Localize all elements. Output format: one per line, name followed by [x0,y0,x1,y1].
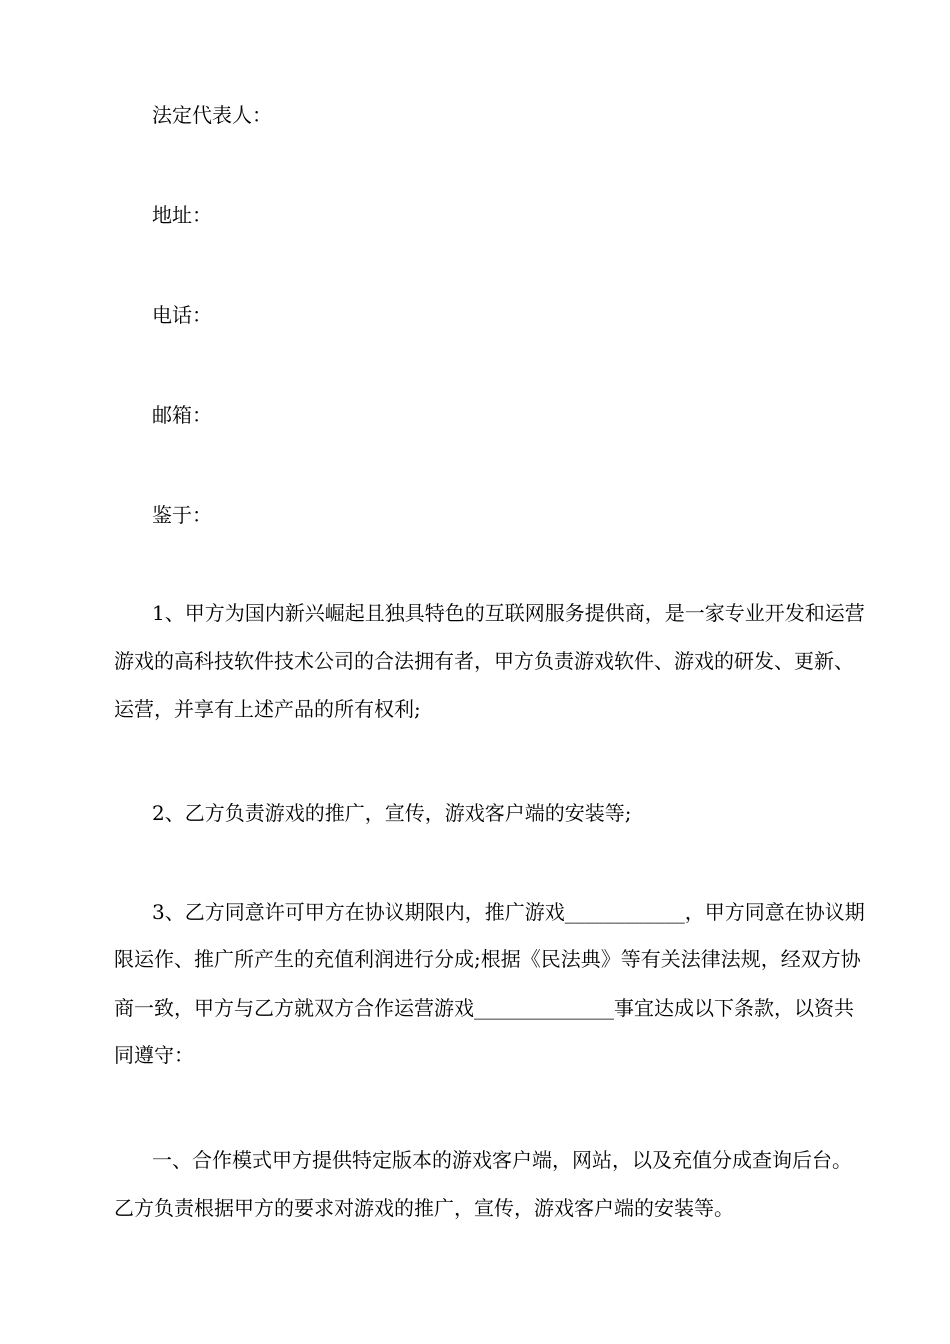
clause-1-line-1: 1、甲方为国内新兴崛起且独具特色的互联网服务提供商，是一家专业开发和运营 [152,601,865,625]
clause-2-line-1: 2、乙方负责游戏的推广，宣传，游戏客户端的安装等; [152,801,632,825]
clause-3-line-1: 3、乙方同意许可甲方在协议期限内，推广游戏____________，甲方同意在协议期 [152,900,865,924]
phone-field: 电话： [152,303,212,327]
clause-1-line-3: 运营，并享有上述产品的所有权利; [114,697,421,721]
whereas-heading: 鉴于： [152,503,212,527]
clause-3-line-4: 同遵守： [114,1043,194,1067]
section-1-line-1: 一、合作模式甲方提供特定版本的游戏客户端，网站，以及充值分成查询后台。 [152,1148,852,1172]
clause-3-line-3: 商一致，甲方与乙方就双方合作运营游戏______________事宜达成以下条款，以资共 [114,996,854,1020]
legal-representative-field: 法定代表人： [152,103,272,127]
clause-3-line-2: 限运作、推广所产生的充值利润进行分成;根据《民法典》等有关法律法规，经双方协 [114,947,861,971]
clause-1-line-2: 游戏的高科技软件技术公司的合法拥有者，甲方负责游戏软件、游戏的研发、更新、 [114,649,854,673]
address-field: 地址： [152,203,212,227]
section-1-line-2: 乙方负责根据甲方的要求对游戏的推广，宣传，游戏客户端的安装等。 [114,1196,734,1220]
email-field: 邮箱： [152,403,212,427]
